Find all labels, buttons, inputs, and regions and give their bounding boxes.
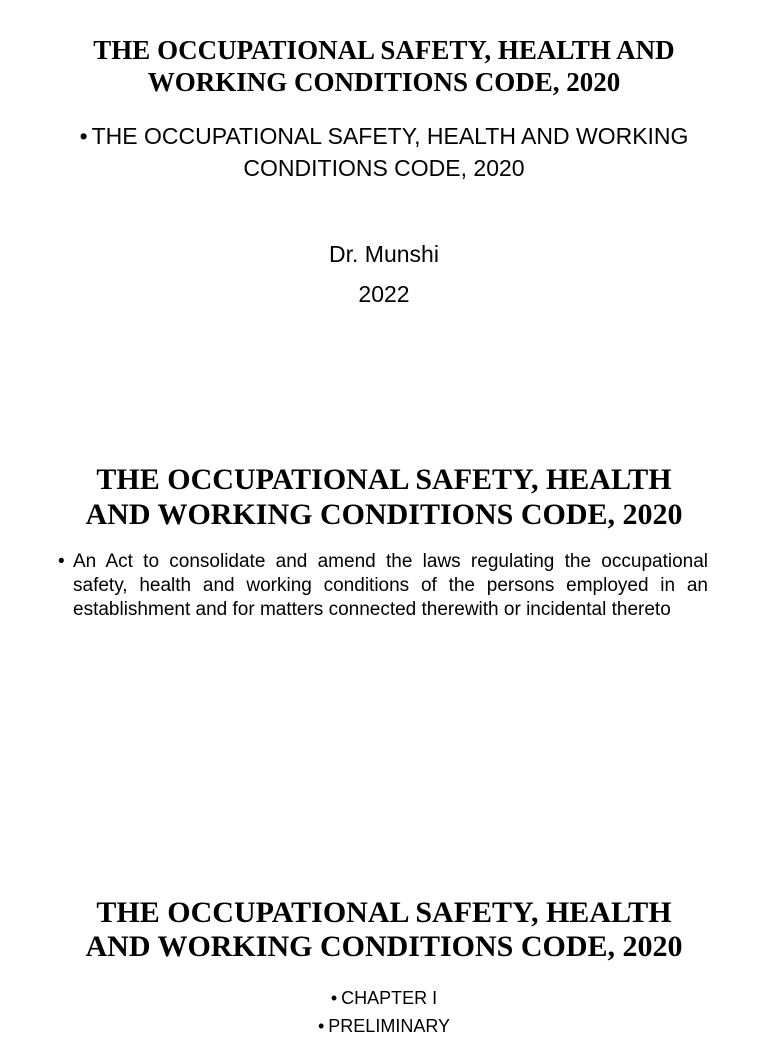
slide-2-title-line-1: THE OCCUPATIONAL SAFETY, HEALTH — [96, 463, 672, 496]
slide-2-title-line-2: AND WORKING CONDITIONS CODE, 2020 — [85, 498, 683, 531]
slide-3-bullet-list — [0, 984, 768, 1040]
list-item — [58, 550, 708, 622]
slide-1 — [0, 0, 768, 420]
chapter-title: PRELIMINARY — [328, 1016, 450, 1036]
author-name: Dr. Munshi — [329, 241, 439, 267]
slide-1-author-block — [0, 234, 768, 314]
author-year: 2022 — [358, 281, 410, 307]
chapter-label: CHAPTER I — [341, 988, 438, 1008]
bullet-icon: • — [317, 1016, 325, 1036]
slide-2 — [0, 462, 768, 862]
slide-3-title-line-2: AND WORKING CONDITIONS CODE, 2020 — [85, 930, 683, 963]
slide-3 — [0, 896, 768, 1036]
slide-3-title — [0, 896, 768, 964]
slide-1-title-line-1: THE OCCUPATIONAL SAFETY, HEALTH AND — [93, 35, 675, 65]
slide-1-title-line-2: WORKING CONDITIONS CODE, 2020 — [147, 67, 621, 97]
slide-1-subtitle-line-1: THE OCCUPATIONAL SAFETY, HEALTH AND WORKING — [91, 123, 689, 149]
slide-2-bullet-text: An Act to consolidate and amend the laws regulating the occupational safety, health and working conditions of the persons employed in an establishment and for matters connected therewith or incidental thereto — [73, 551, 708, 620]
slide-3-title-line-1: THE OCCUPATIONAL SAFETY, HEALTH — [96, 896, 672, 929]
slide-2-title — [0, 462, 768, 532]
slide-1-title — [0, 0, 768, 98]
slide-2-bullet-list — [58, 550, 708, 622]
list-item — [0, 1012, 768, 1040]
slide-1-subtitle-bullet — [0, 120, 768, 184]
bullet-icon: • — [330, 988, 338, 1008]
slide-1-subtitle-line-2: CONDITIONS CODE, 2020 — [243, 155, 525, 181]
list-item — [0, 984, 768, 1012]
bullet-icon: • — [58, 551, 65, 572]
bullet-icon: • — [79, 123, 88, 149]
